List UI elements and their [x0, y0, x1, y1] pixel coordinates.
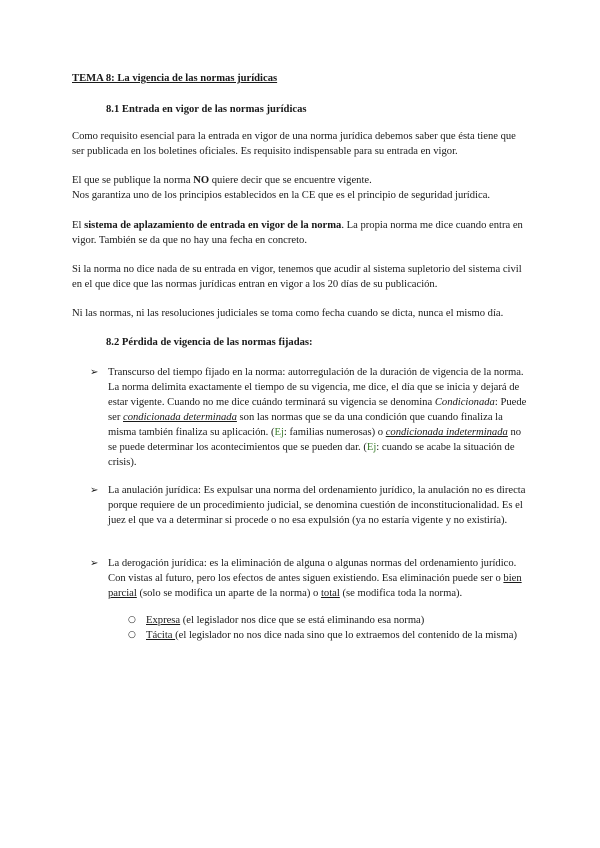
sublist-item-text	[146, 613, 528, 628]
text-run: : Puede ser	[108, 397, 527, 423]
text-run: El que se publique la norma	[72, 175, 194, 186]
text-run: son las normas que se da una condición que cuando finaliza la misma también finaliza su aplicación. (	[108, 412, 503, 438]
emphasis-no: NO	[193, 175, 210, 186]
example-label: Ej	[366, 442, 377, 453]
sublist-item-text	[146, 628, 528, 643]
text-run: (el legislador nos dice que se está eliminando esa norma)	[180, 615, 425, 626]
text-run: quiere decir que se encuentre vigente.	[209, 175, 372, 186]
text-run: La derogación jurídica: es la eliminación de alguna o algunas normas del ordenamiento jurídico. Con vistas al futuro, pero los efectos de antes siguen existiendo. Esa eliminación puede ser o	[108, 558, 517, 584]
example-label: Ej	[274, 427, 284, 438]
text-run: Transcurso del tiempo fijado en la norma: autorregulación de la duración de vigencia de la norma. La norma delimita exactamente el tiempo de su vigencia, me dice, el día que se inicia y dejará de estar vigente. Cuando no me dice cuándo terminará su vigencia se denomina	[108, 367, 524, 408]
text-run: Nos garantiza uno de los principios establecidos en la CE que es el principio de seguridad jurídica.	[72, 190, 491, 201]
text-run: . La propia norma me dice cuando entra en vigor. También se da que no hay una fecha en concreto.	[72, 220, 523, 246]
arrow-bullet-icon: ➢	[90, 367, 99, 378]
text-run: El	[72, 220, 85, 231]
list-item-anulacion	[90, 483, 528, 528]
section-heading-8-1: 8.1 Entrada en vigor de las normas jurídicas	[106, 104, 307, 115]
arrow-bullet-icon: ➢	[90, 558, 99, 569]
text-run: (se modifica toda la norma).	[339, 588, 463, 599]
list-item-derogacion	[90, 556, 528, 601]
paragraph-aplazamiento	[72, 218, 528, 248]
text-run: : cuando se acabe la situación de crisis).	[108, 442, 515, 468]
sublist-item-expresa	[128, 613, 528, 628]
section-heading-8-2: 8.2 Pérdida de vigencia de las normas fijadas:	[106, 337, 313, 348]
term-bien-parcial: bien parcial	[108, 573, 522, 599]
emphasis-sistema-aplazamiento: sistema de aplazamiento de entrada en vigor de la norma	[84, 220, 342, 231]
list-item-transcurso	[90, 365, 528, 470]
term-condicionada-determinada: condicionada determinada	[123, 412, 237, 423]
term-condicionada: Condicionada	[434, 397, 495, 408]
sublist-item-tacita	[128, 628, 528, 643]
list-item-text	[108, 556, 528, 601]
term-total: total	[320, 588, 340, 599]
circle-bullet-icon: ○	[128, 615, 136, 625]
text-run: : familias numerosas) o	[283, 427, 386, 438]
list-item-text	[108, 365, 528, 470]
paragraph-publication-requirement: Como requisito esencial para la entrada en vigor de una norma jurídica debemos saber que ésta tiene que ser publicada en los boletines oficiales. Es requisito indispensable para su entrada en vigor.	[72, 131, 516, 157]
text-run: no se puede determinar los acontecimientos que se pueden dar. (	[108, 427, 522, 453]
paragraph-resoluciones: Ni las normas, ni las resoluciones judiciales se toma como fecha cuando se dicta, nunca el mismo día.	[72, 308, 504, 319]
document-title: TEMA 8: La vigencia de las normas jurídicas	[72, 73, 278, 84]
text-run: (el legislador no nos dice nada sino que lo extraemos del contenido de la misma)	[175, 630, 517, 641]
term-expresa: Expresa	[146, 615, 181, 626]
list-item-text: La anulación jurídica: Es expulsar una norma del ordenamiento jurídico, la anulación no es directa porque requiere de un procedimiento judicial, se denomina cuestión de inconstitucionalidad. Es el juez el que va a determinar si procede o no esa expulsión (ya no estaría vigente y no existiría).	[108, 485, 526, 526]
paragraph-sistema-supletorio: Si la norma no dice nada de su entrada en vigor, tenemos que acudir al sistema supletorio del sistema civil en el que dice que las normas jurídicas entran en vigor a los 20 días de su publicación.	[72, 264, 522, 290]
term-tacita: Tácita	[146, 630, 176, 641]
term-condicionada-indeterminada: condicionada indeterminada	[385, 427, 508, 438]
arrow-bullet-icon: ➢	[90, 485, 99, 496]
circle-bullet-icon: ○	[128, 630, 136, 640]
paragraph-publication-not-vigente	[72, 173, 528, 203]
text-run: (solo se modifica un aparte de la norma) o	[136, 588, 321, 599]
